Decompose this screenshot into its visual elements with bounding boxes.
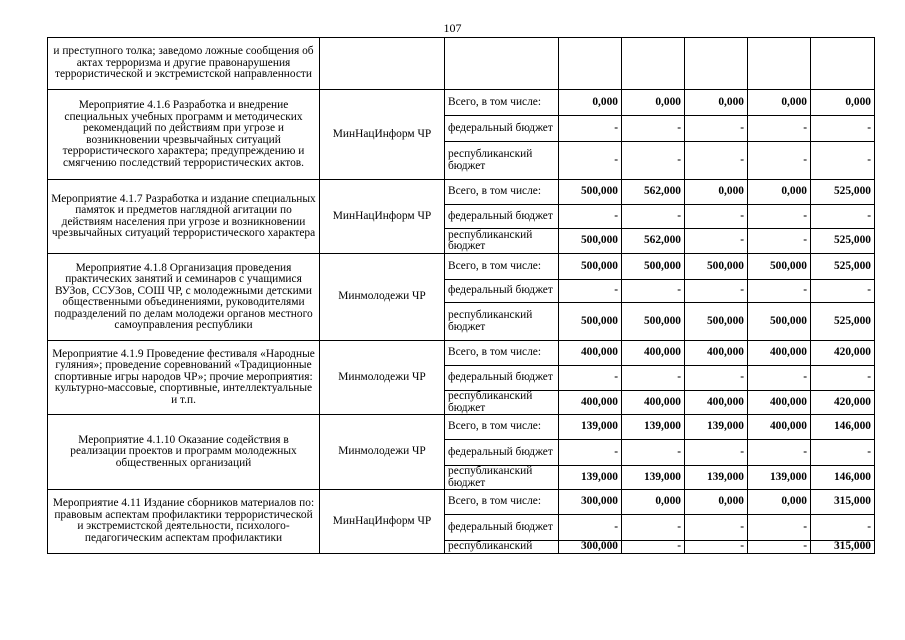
amount-cell: 0,000 [811, 90, 875, 116]
amount-cell: 525,000 [811, 303, 875, 341]
amount-cell: - [685, 366, 748, 391]
budget-table [47, 37, 875, 554]
amount-cell: - [811, 142, 875, 180]
amount-cell: - [622, 280, 685, 303]
funding-source-cell: федеральный бюджет [445, 116, 559, 142]
amount-cell: - [559, 116, 622, 142]
funding-source-cell: федеральный бюджет [445, 515, 559, 541]
measure-description: Мероприятие 4.1.7 Разработка и издание специальных памяток и предметов наглядной агитации по действиям населения при угрозе и возникновении чрезвычайных ситуаций террористического характера [48, 180, 320, 254]
amount-cell: 0,000 [748, 180, 811, 205]
amount-cell: 500,000 [559, 254, 622, 280]
funding-source-cell: Всего, в том числе: [445, 90, 559, 116]
amount-cell: 400,000 [622, 341, 685, 366]
amount-cell: 400,000 [748, 391, 811, 415]
amount-cell [559, 38, 622, 90]
amount-cell: 400,000 [622, 391, 685, 415]
amount-cell [685, 38, 748, 90]
amount-cell: - [685, 515, 748, 541]
table-row [48, 415, 875, 440]
amount-cell: 0,000 [685, 180, 748, 205]
amount-cell: 420,000 [811, 391, 875, 415]
funding-source-cell: федеральный бюджет [445, 440, 559, 466]
amount-cell: 525,000 [811, 229, 875, 254]
funding-source-cell: республиканский [445, 541, 559, 554]
amount-cell: 0,000 [685, 490, 748, 515]
amount-cell: - [748, 440, 811, 466]
table-row [48, 38, 875, 90]
amount-cell: - [748, 541, 811, 554]
amount-cell: - [811, 116, 875, 142]
amount-cell: 400,000 [685, 391, 748, 415]
funding-source-cell: федеральный бюджет [445, 366, 559, 391]
amount-cell: - [622, 515, 685, 541]
amount-cell: 525,000 [811, 254, 875, 280]
amount-cell: 500,000 [622, 254, 685, 280]
amount-cell: 400,000 [559, 341, 622, 366]
amount-cell: 400,000 [559, 391, 622, 415]
amount-cell: 300,000 [559, 490, 622, 515]
amount-cell: - [748, 229, 811, 254]
funding-source-cell: Всего, в том числе: [445, 415, 559, 440]
amount-cell: 500,000 [559, 303, 622, 341]
amount-cell: - [811, 280, 875, 303]
amount-cell: - [685, 205, 748, 229]
table-row [48, 490, 875, 515]
executor-cell: МинНацИнформ ЧР [320, 90, 445, 180]
amount-cell: 315,000 [811, 541, 875, 554]
amount-cell: 562,000 [622, 180, 685, 205]
amount-cell: 500,000 [748, 303, 811, 341]
funding-source-cell: республиканский бюджет [445, 391, 559, 415]
amount-cell: 146,000 [811, 466, 875, 490]
executor-cell: Минмолодежи ЧР [320, 254, 445, 341]
funding-source-cell: федеральный бюджет [445, 280, 559, 303]
amount-cell: - [748, 116, 811, 142]
amount-cell: - [748, 366, 811, 391]
amount-cell: - [748, 515, 811, 541]
amount-cell: - [748, 142, 811, 180]
amount-cell: 525,000 [811, 180, 875, 205]
measure-description: Мероприятие 4.1.10 Оказание содействия в реализации проектов и программ молодежных общественных организаций [48, 415, 320, 490]
amount-cell: 500,000 [559, 180, 622, 205]
amount-cell [748, 38, 811, 90]
amount-cell: - [622, 142, 685, 180]
amount-cell: 500,000 [559, 229, 622, 254]
amount-cell: - [559, 515, 622, 541]
amount-cell: 139,000 [685, 415, 748, 440]
amount-cell: - [559, 280, 622, 303]
funding-source-cell: республиканский бюджет [445, 303, 559, 341]
amount-cell: - [559, 440, 622, 466]
amount-cell: 0,000 [748, 490, 811, 515]
amount-cell: 420,000 [811, 341, 875, 366]
amount-cell: 0,000 [622, 90, 685, 116]
amount-cell: 500,000 [622, 303, 685, 341]
amount-cell: - [811, 366, 875, 391]
amount-cell: 146,000 [811, 415, 875, 440]
amount-cell: 500,000 [685, 303, 748, 341]
amount-cell: - [622, 541, 685, 554]
amount-cell [811, 38, 875, 90]
funding-source-cell: федеральный бюджет [445, 205, 559, 229]
page-number: 107 [443, 21, 462, 35]
amount-cell: 139,000 [685, 466, 748, 490]
amount-cell: 400,000 [685, 341, 748, 366]
funding-source-cell: Всего, в том числе: [445, 254, 559, 280]
table-row [48, 254, 875, 280]
amount-cell: - [622, 366, 685, 391]
executor-cell: Минмолодежи ЧР [320, 341, 445, 415]
amount-cell [622, 38, 685, 90]
funding-source-cell: республиканский бюджет [445, 142, 559, 180]
amount-cell: 400,000 [748, 341, 811, 366]
amount-cell: 400,000 [748, 415, 811, 440]
amount-cell: 0,000 [559, 90, 622, 116]
amount-cell: 139,000 [622, 415, 685, 440]
executor-cell: Минмолодежи ЧР [320, 415, 445, 490]
amount-cell: 500,000 [685, 254, 748, 280]
funding-source-cell: республиканский бюджет [445, 466, 559, 490]
amount-cell: 0,000 [748, 90, 811, 116]
table-row [48, 341, 875, 366]
amount-cell: - [559, 142, 622, 180]
table-row [48, 90, 875, 116]
amount-cell: 139,000 [622, 466, 685, 490]
amount-cell: 300,000 [559, 541, 622, 554]
amount-cell: 139,000 [748, 466, 811, 490]
amount-cell: - [559, 366, 622, 391]
amount-cell: - [748, 205, 811, 229]
amount-cell: 0,000 [685, 90, 748, 116]
amount-cell: 500,000 [748, 254, 811, 280]
amount-cell: 0,000 [622, 490, 685, 515]
amount-cell: 315,000 [811, 490, 875, 515]
amount-cell: - [685, 116, 748, 142]
amount-cell: - [559, 205, 622, 229]
amount-cell: - [748, 280, 811, 303]
measure-description: Мероприятие 4.11 Издание сборников материалов по: правовым аспектам профилактики террористической и экстремистской деятельности, психолого-педагогическим аспектам профилактики [48, 490, 320, 554]
amount-cell: - [811, 515, 875, 541]
amount-cell: - [685, 440, 748, 466]
table-row [48, 180, 875, 205]
executor-cell [320, 38, 445, 90]
funding-source-cell: Всего, в том числе: [445, 490, 559, 515]
funding-source-cell: Всего, в том числе: [445, 341, 559, 366]
measure-description: Мероприятие 4.1.8 Организация проведения практических занятий и семинаров с учащимися ВУЗов, ССУЗов, СОШ ЧР, с молодежными детскими общественными объединениями, руководителями подразделений по делам молодежи органов местного самоуправления республики [48, 254, 320, 341]
amount-cell: - [622, 440, 685, 466]
amount-cell: - [685, 142, 748, 180]
amount-cell: - [811, 205, 875, 229]
funding-source-cell: республиканский бюджет [445, 229, 559, 254]
amount-cell: - [685, 229, 748, 254]
amount-cell: - [685, 280, 748, 303]
amount-cell: 139,000 [559, 415, 622, 440]
amount-cell: - [622, 205, 685, 229]
amount-cell: - [622, 116, 685, 142]
measure-description: и преступного толка; заведомо ложные сообщения об актах терроризма и другие правонарушения террористической и экстремистской направленности [48, 38, 320, 90]
measure-description: Мероприятие 4.1.6 Разработка и внедрение специальных учебных программ и методических рекомендаций по действиям при угрозе и возникновении чрезвычайных ситуаций террористического характера; предупреждению и смягчению последствий террористических актов. [48, 90, 320, 180]
amount-cell: - [685, 541, 748, 554]
amount-cell: 562,000 [622, 229, 685, 254]
funding-source-cell: Всего, в том числе: [445, 180, 559, 205]
executor-cell: МинНацИнформ ЧР [320, 490, 445, 554]
executor-cell: МинНацИнформ ЧР [320, 180, 445, 254]
amount-cell: - [811, 440, 875, 466]
funding-source-cell [445, 38, 559, 90]
measure-description: Мероприятие 4.1.9 Проведение фестиваля «Народные гуляния»; проведение соревнований «Традиционные спортивные игры народов ЧР»; прочие мероприятия: культурно-массовые, спортивные, интеллектуальные и т.п. [48, 341, 320, 415]
amount-cell: 139,000 [559, 466, 622, 490]
